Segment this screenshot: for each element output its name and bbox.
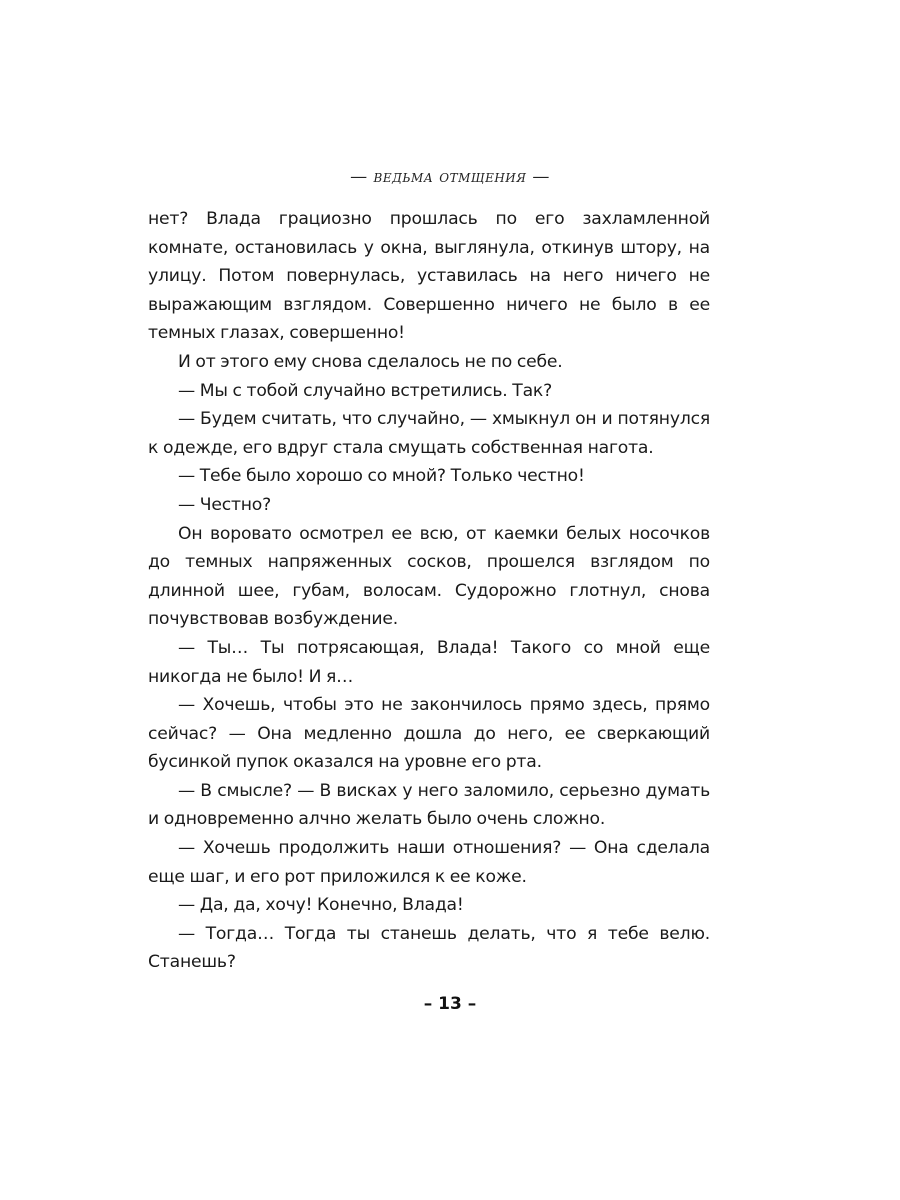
body-text — [148, 205, 710, 977]
paragraph-1: нет? Влада грациозно прошлась по его захламленной комнате, остановилась у окна, выглянула, откинув штору, на улицу. Потом повернулась, уставилась на него ничего не выражающим взглядом. Совершенно ничего не было в ее темных глазах, совершенно! — [148, 209, 710, 344]
paragraph-3: — Мы с тобой случайно встретились. Так? — [178, 380, 553, 401]
running-head — [0, 167, 900, 187]
running-head-title: — ведьма отмщения — — [350, 167, 550, 187]
paragraph-2: И от этого ему снова сделалось не по себе. — [178, 351, 563, 372]
paragraph-4: — Будем считать, что случайно, — хмыкнул он и потянулся к одежде, его вдруг стала смущать собственная нагота. — [148, 409, 710, 458]
paragraph-8: — Ты… Ты потрясающая, Влада! Такого со мной еще никогда не было! И я… — [148, 637, 710, 687]
paragraph-10: — В смысле? — В висках у него заломило, серьезно думать и одновременно алчно желать было очень сложно. — [148, 780, 710, 830]
page-number: – 13 – — [423, 994, 477, 1014]
paragraph-11: — Хочешь продолжить наши отношения? — Она сделала еще шаг, и его рот приложился к ее коже. — [148, 838, 710, 887]
paragraph-9: — Хочешь, чтобы это не закончилось прямо здесь, прямо сейчас? — Она медленно дошла до него, ее сверкающий бусинкой пупок оказался на уровне его рта. — [148, 695, 710, 773]
paragraph-12: — Да, да, хочу! Конечно, Влада! — [178, 895, 464, 916]
paragraph-13: — Тогда… Тогда ты станешь делать, что я тебе велю. Станешь? — [148, 923, 710, 973]
paragraph-5: — Тебе было хорошо со мной? Только честно! — [178, 466, 585, 487]
paragraph-7: Он воровато осмотрел ее всю, от каемки белых носочков до темных напряженных сосков, прошелся взглядом по длинной шее, губам, волосам. Судорожно глотнул, снова почувствовав возбуждение. — [148, 523, 710, 630]
paragraph-6: — Честно? — [178, 494, 272, 515]
